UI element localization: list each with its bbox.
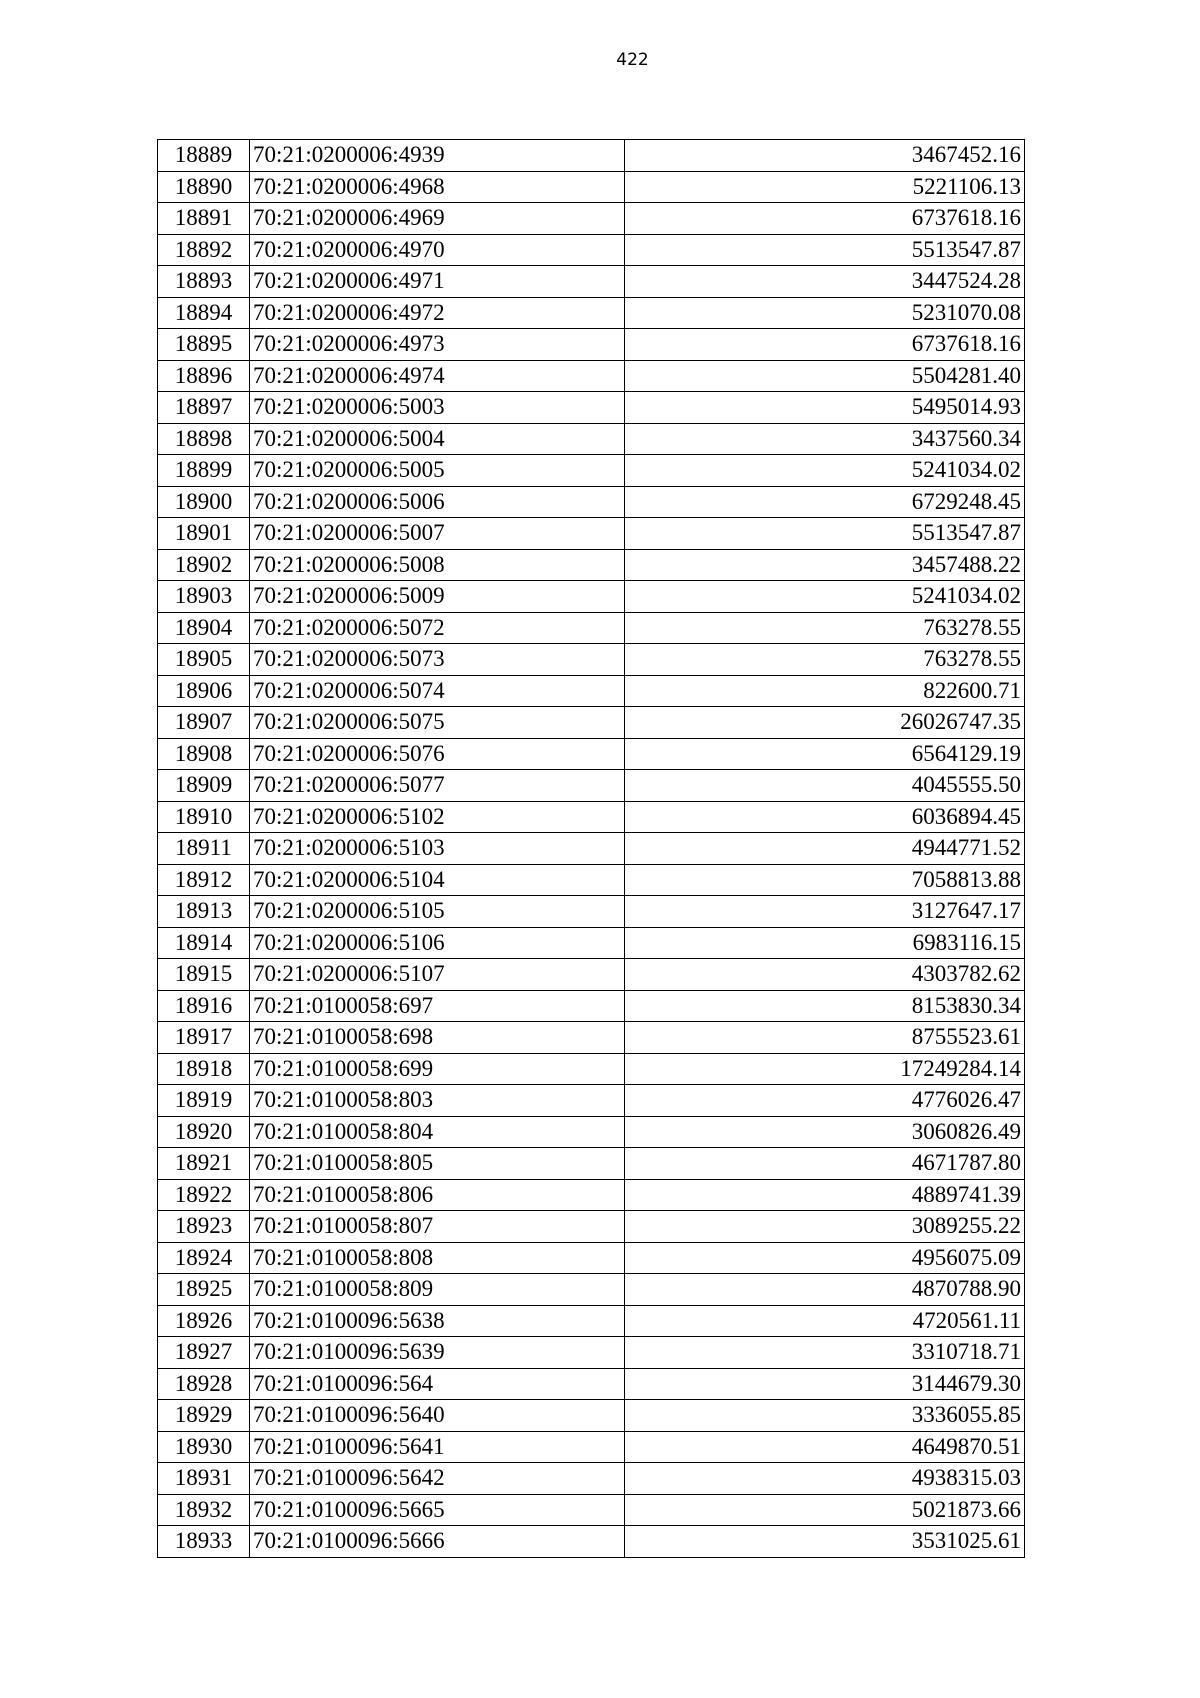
row-number: 18906 [158,675,250,707]
row-number: 18900 [158,486,250,518]
row-number: 18931 [158,1463,250,1495]
table-row [158,1242,1025,1274]
cadastral-number: 70:21:0200006:5077 [250,770,625,802]
cadastral-value: 3447524.28 [625,266,1025,298]
cadastral-number: 70:21:0200006:5073 [250,644,625,676]
row-number: 18910 [158,801,250,833]
table-row [158,203,1025,235]
cadastral-value: 5241034.02 [625,455,1025,487]
table-row [158,518,1025,550]
table-row [158,1463,1025,1495]
table-row [158,392,1025,424]
cadastral-number: 70:21:0100058:699 [250,1053,625,1085]
row-number: 18923 [158,1211,250,1243]
row-number: 18926 [158,1305,250,1337]
table-row [158,707,1025,739]
cadastral-value: 8153830.34 [625,990,1025,1022]
cadastral-number: 70:21:0200006:5102 [250,801,625,833]
row-number: 18912 [158,864,250,896]
cadastral-number: 70:21:0200006:4968 [250,171,625,203]
cadastral-number: 70:21:0100058:803 [250,1085,625,1117]
table-row [158,1179,1025,1211]
cadastral-value: 3531025.61 [625,1526,1025,1558]
cadastral-value: 6729248.45 [625,486,1025,518]
cadastral-value: 8755523.61 [625,1022,1025,1054]
table-row [158,1526,1025,1558]
row-number: 18891 [158,203,250,235]
cadastral-number: 70:21:0100058:698 [250,1022,625,1054]
table-row [158,171,1025,203]
table-row [158,1368,1025,1400]
cadastral-number: 70:21:0200006:4969 [250,203,625,235]
cadastral-number: 70:21:0100058:805 [250,1148,625,1180]
table-row [158,360,1025,392]
cadastral-number: 70:21:0100096:5639 [250,1337,625,1369]
cadastral-value: 763278.55 [625,612,1025,644]
cadastral-value: 4776026.47 [625,1085,1025,1117]
cadastral-number: 70:21:0200006:5104 [250,864,625,896]
cadastral-value: 17249284.14 [625,1053,1025,1085]
table-row [158,927,1025,959]
cadastral-number: 70:21:0200006:4970 [250,234,625,266]
table-row [158,1211,1025,1243]
cadastral-value: 4956075.09 [625,1242,1025,1274]
cadastral-value: 763278.55 [625,644,1025,676]
row-number: 18904 [158,612,250,644]
cadastral-number: 70:21:0200006:5072 [250,612,625,644]
table-row [158,1085,1025,1117]
row-number: 18930 [158,1431,250,1463]
cadastral-number: 70:21:0100096:5640 [250,1400,625,1432]
page-number: 422 [616,50,649,70]
cadastral-value: 4303782.62 [625,959,1025,991]
cadastral-value: 5513547.87 [625,518,1025,550]
cadastral-number: 70:21:0200006:5075 [250,707,625,739]
table-row [158,833,1025,865]
row-number: 18921 [158,1148,250,1180]
table-row [158,1148,1025,1180]
row-number: 18929 [158,1400,250,1432]
cadastral-value: 4720561.11 [625,1305,1025,1337]
table-row [158,1400,1025,1432]
cadastral-value: 4870788.90 [625,1274,1025,1306]
table-row [158,549,1025,581]
data-table [157,139,1025,1558]
cadastral-number: 70:21:0100096:5638 [250,1305,625,1337]
cadastral-number: 70:21:0100058:808 [250,1242,625,1274]
table-row [158,738,1025,770]
cadastral-value: 4944771.52 [625,833,1025,865]
cadastral-number: 70:21:0100058:697 [250,990,625,1022]
table-row [158,266,1025,298]
cadastral-value: 5021873.66 [625,1494,1025,1526]
cadastral-number: 70:21:0200006:5003 [250,392,625,424]
cadastral-number: 70:21:0200006:5074 [250,675,625,707]
row-number: 18914 [158,927,250,959]
cadastral-number: 70:21:0200006:4972 [250,297,625,329]
cadastral-value: 5513547.87 [625,234,1025,266]
cadastral-number: 70:21:0200006:5005 [250,455,625,487]
cadastral-value: 5504281.40 [625,360,1025,392]
cadastral-number: 70:21:0200006:5007 [250,518,625,550]
cadastral-number: 70:21:0200006:5103 [250,833,625,865]
row-number: 18902 [158,549,250,581]
row-number: 18907 [158,707,250,739]
cadastral-value: 4889741.39 [625,1179,1025,1211]
cadastral-number: 70:21:0200006:5105 [250,896,625,928]
row-number: 18890 [158,171,250,203]
row-number: 18918 [158,1053,250,1085]
row-number: 18932 [158,1494,250,1526]
cadastral-number: 70:21:0100058:807 [250,1211,625,1243]
cadastral-number: 70:21:0100096:564 [250,1368,625,1400]
cadastral-value: 3060826.49 [625,1116,1025,1148]
table-row [158,959,1025,991]
row-number: 18908 [158,738,250,770]
row-number: 18911 [158,833,250,865]
cadastral-value: 26026747.35 [625,707,1025,739]
cadastral-number: 70:21:0200006:5106 [250,927,625,959]
cadastral-value: 3467452.16 [625,140,1025,172]
table-row [158,297,1025,329]
cadastral-value: 3127647.17 [625,896,1025,928]
cadastral-value: 3457488.22 [625,549,1025,581]
table-row [158,1022,1025,1054]
table-row [158,423,1025,455]
table-row [158,1053,1025,1085]
table-row [158,140,1025,172]
table-row [158,234,1025,266]
cadastral-number: 70:21:0100096:5666 [250,1526,625,1558]
cadastral-value: 3336055.85 [625,1400,1025,1432]
row-number: 18925 [158,1274,250,1306]
table-body [158,140,1025,1558]
row-number: 18909 [158,770,250,802]
row-number: 18898 [158,423,250,455]
cadastral-number: 70:21:0100058:806 [250,1179,625,1211]
cadastral-value: 5241034.02 [625,581,1025,613]
row-number: 18928 [158,1368,250,1400]
cadastral-number: 70:21:0200006:4973 [250,329,625,361]
row-number: 18917 [158,1022,250,1054]
cadastral-number: 70:21:0200006:5009 [250,581,625,613]
cadastral-number: 70:21:0100096:5642 [250,1463,625,1495]
table-row [158,612,1025,644]
row-number: 18895 [158,329,250,361]
cadastral-number: 70:21:0200006:5076 [250,738,625,770]
cadastral-value: 6737618.16 [625,203,1025,235]
cadastral-number: 70:21:0200006:5006 [250,486,625,518]
cadastral-value: 7058813.88 [625,864,1025,896]
row-number: 18920 [158,1116,250,1148]
cadastral-number: 70:21:0100058:804 [250,1116,625,1148]
cadastral-number: 70:21:0200006:4971 [250,266,625,298]
row-number: 18889 [158,140,250,172]
cadastral-value: 6036894.45 [625,801,1025,833]
cadastral-value: 6564129.19 [625,738,1025,770]
cadastral-number: 70:21:0200006:4974 [250,360,625,392]
cadastral-number: 70:21:0200006:5008 [250,549,625,581]
table-row [158,1494,1025,1526]
cadastral-number: 70:21:0100058:809 [250,1274,625,1306]
cadastral-value: 6737618.16 [625,329,1025,361]
table-row [158,1274,1025,1306]
row-number: 18897 [158,392,250,424]
table-row [158,864,1025,896]
row-number: 18899 [158,455,250,487]
cadastral-value: 4045555.50 [625,770,1025,802]
table-row [158,486,1025,518]
row-number: 18933 [158,1526,250,1558]
table-row [158,1431,1025,1463]
cadastral-value: 6983116.15 [625,927,1025,959]
cadastral-value: 822600.71 [625,675,1025,707]
table-row [158,990,1025,1022]
row-number: 18919 [158,1085,250,1117]
cadastral-number: 70:21:0200006:5004 [250,423,625,455]
cadastral-value: 3437560.34 [625,423,1025,455]
table-row [158,1116,1025,1148]
row-number: 18915 [158,959,250,991]
table-row [158,770,1025,802]
cadastral-value: 5221106.13 [625,171,1025,203]
table-row [158,1337,1025,1369]
table-row [158,644,1025,676]
cadastral-value: 3089255.22 [625,1211,1025,1243]
cadastral-value: 4938315.03 [625,1463,1025,1495]
row-number: 18893 [158,266,250,298]
row-number: 18922 [158,1179,250,1211]
cadastral-value: 4671787.80 [625,1148,1025,1180]
cadastral-value: 4649870.51 [625,1431,1025,1463]
cadastral-value: 3144679.30 [625,1368,1025,1400]
cadastral-number: 70:21:0200006:4939 [250,140,625,172]
table-row [158,675,1025,707]
cadastral-value: 5231070.08 [625,297,1025,329]
table-row [158,455,1025,487]
table-row [158,801,1025,833]
table-row [158,1305,1025,1337]
cadastral-value: 5495014.93 [625,392,1025,424]
row-number: 18905 [158,644,250,676]
row-number: 18903 [158,581,250,613]
cadastral-value: 3310718.71 [625,1337,1025,1369]
cadastral-number: 70:21:0200006:5107 [250,959,625,991]
table-row [158,581,1025,613]
row-number: 18916 [158,990,250,1022]
row-number: 18901 [158,518,250,550]
table-row [158,896,1025,928]
row-number: 18913 [158,896,250,928]
row-number: 18896 [158,360,250,392]
row-number: 18894 [158,297,250,329]
cadastral-number: 70:21:0100096:5665 [250,1494,625,1526]
row-number: 18892 [158,234,250,266]
row-number: 18924 [158,1242,250,1274]
cadastral-number: 70:21:0100096:5641 [250,1431,625,1463]
row-number: 18927 [158,1337,250,1369]
table-row [158,329,1025,361]
